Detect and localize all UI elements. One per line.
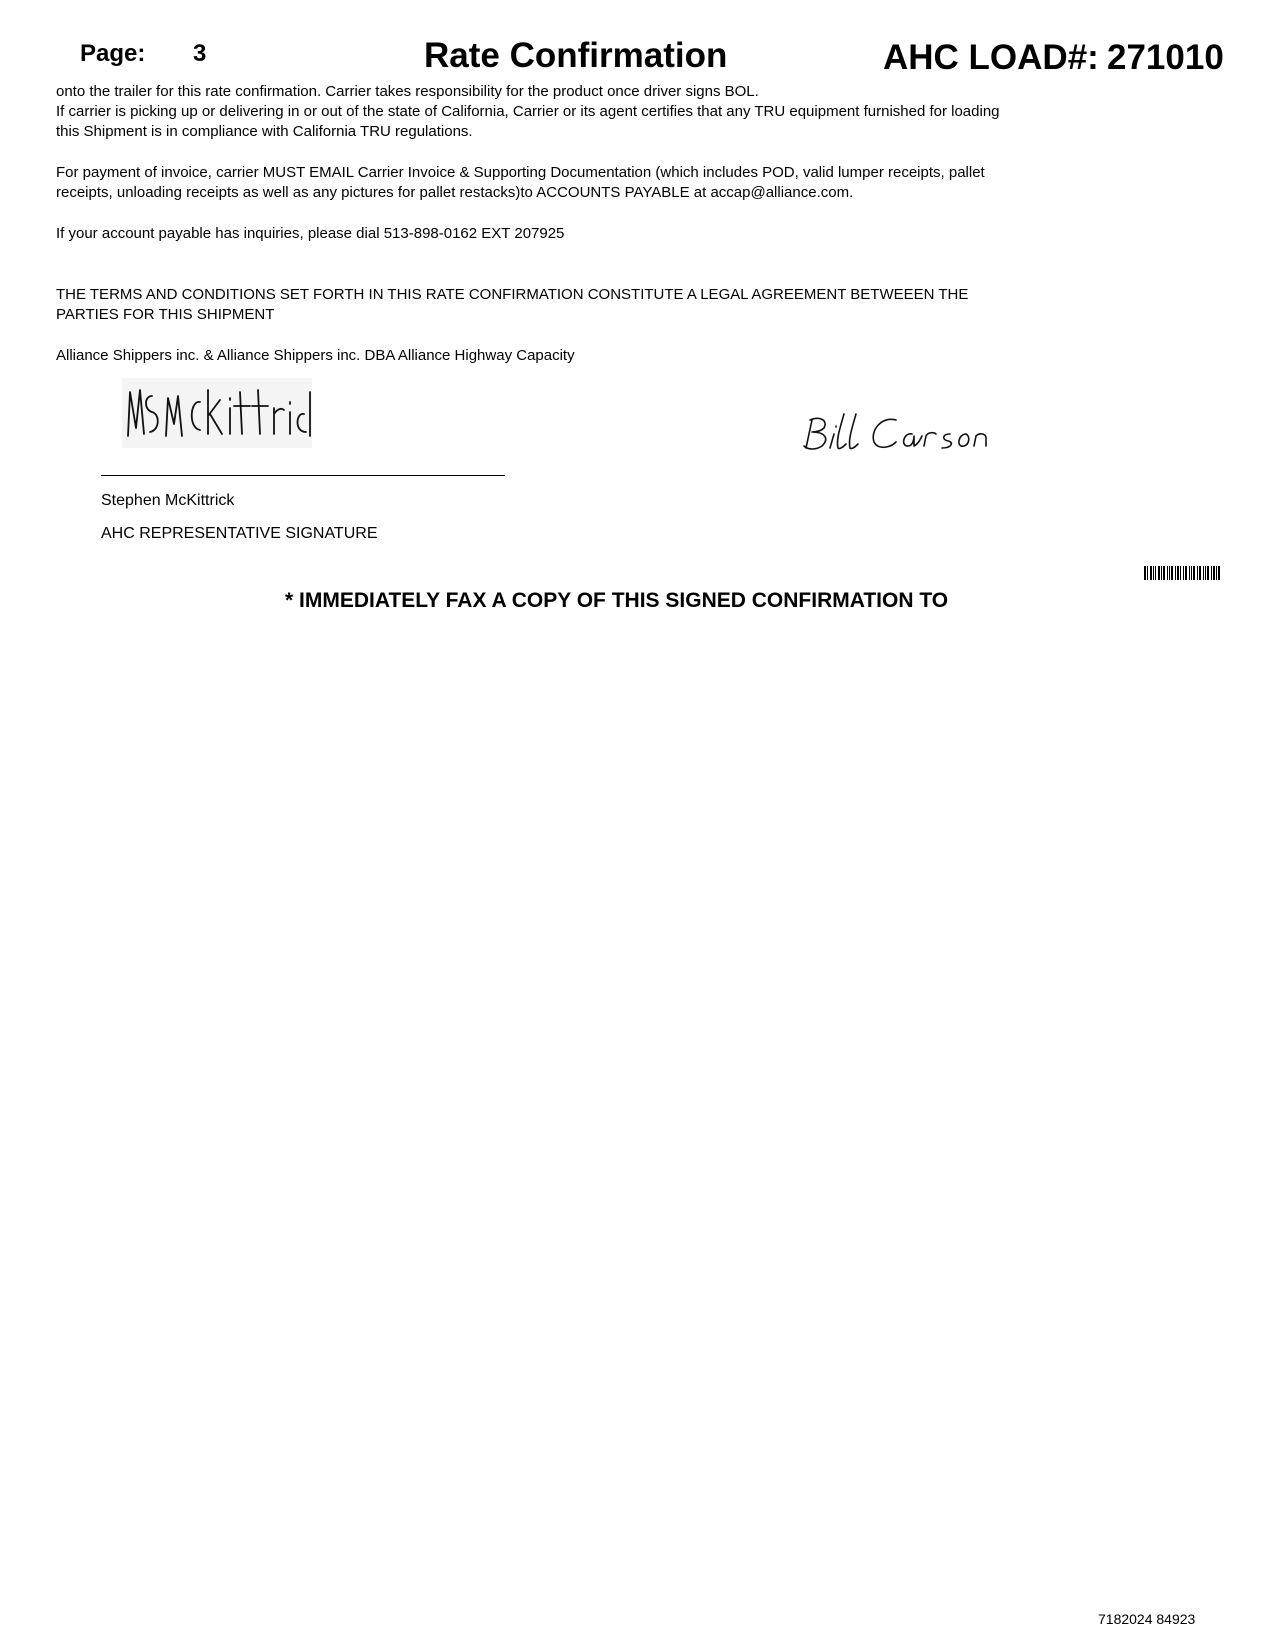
body-line-7: THE TERMS AND CONDITIONS SET FORTH IN THIS RATE CONFIRMATION CONSTITUTE A LEGAL AGREEMENT BETWEEEN THE <box>56 286 969 303</box>
load-number: 271010 <box>1107 38 1224 77</box>
page-label: Page: <box>80 40 146 67</box>
body-line-5: receipts, unloading receipts as well as any pictures for pallet restacks)to ACCOUNTS PAYABLE at accap@alliance.com. <box>56 184 854 201</box>
body-line-6: If your account payable has inquiries, please dial 513-898-0162 EXT 207925 <box>56 225 565 242</box>
body-line-4: For payment of invoice, carrier MUST EMAIL Carrier Invoice & Supporting Documentation (which includes POD, valid lumper receipts, pallet <box>56 164 985 181</box>
body-line-9: Alliance Shippers inc. & Alliance Shippers inc. DBA Alliance Highway Capacity <box>56 347 575 364</box>
page-number: 3 <box>193 40 207 67</box>
handwritten-signature-mckittrick <box>122 378 312 448</box>
signature-line <box>101 475 505 476</box>
signer-role: AHC REPRESENTATIVE SIGNATURE <box>101 525 378 542</box>
fax-notice: * IMMEDIATELY FAX A COPY OF THIS SIGNED CONFIRMATION TO <box>285 589 949 612</box>
load-label: AHC LOAD#: <box>883 38 1099 77</box>
body-line-2: If carrier is picking up or delivering in or out of the state of California, Carrier or its agent certifies that any TRU equipment furnished for loading <box>56 103 1000 120</box>
barcode-icon <box>1144 566 1220 580</box>
body-line-3: this Shipment is in compliance with California TRU regulations. <box>56 123 473 140</box>
footer-code: 7182024 84923 <box>1098 1611 1196 1627</box>
body-line-8: PARTIES FOR THIS SHIPMENT <box>56 306 275 323</box>
signer-name: Stephen McKittrick <box>101 492 235 509</box>
handwritten-signature-carson <box>800 410 990 460</box>
body-line-1: onto the trailer for this rate confirmation. Carrier takes responsibility for the product once driver signs BOL. <box>56 83 759 100</box>
document-title: Rate Confirmation <box>424 36 728 75</box>
